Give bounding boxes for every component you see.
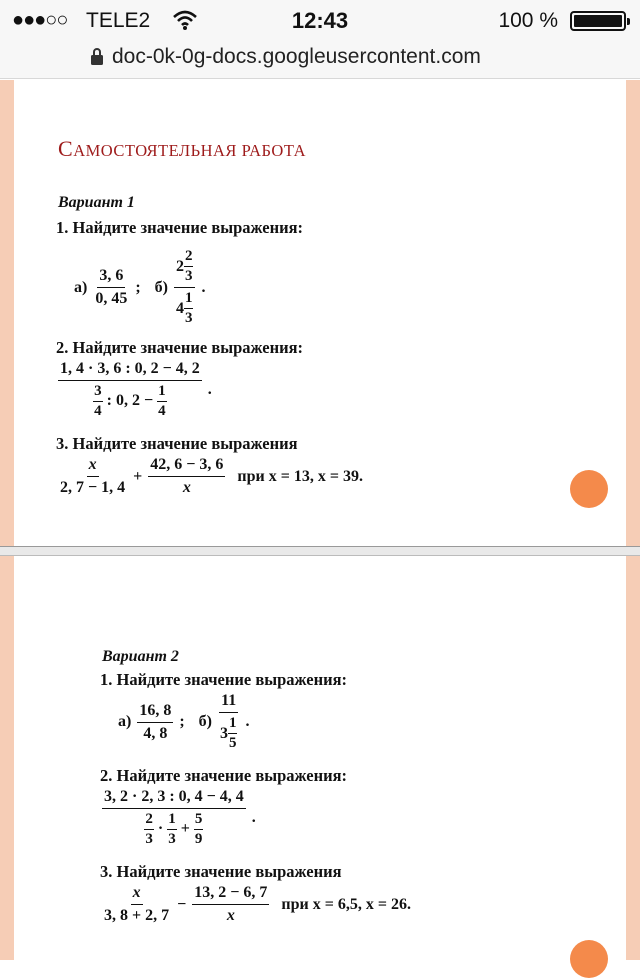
v2-task-3-label: 3. Найдите значение выражения — [100, 862, 342, 881]
v2-task-2-expression: 3, 2 · 2, 3 : 0, 4 − 4, 4 $\frac{2}{3}$ · $\frac{1}{3}$ + $\frac{5}{9}$ . — [104, 788, 256, 847]
carrier-name: TELE2 — [86, 9, 151, 32]
v1-task-2-label: 2. Найдите значение выражения: — [56, 338, 304, 357]
variant-1-title: Вариант 1 — [58, 194, 135, 211]
clock: 12:43 — [291, 8, 349, 33]
orange-marker-dot — [570, 470, 608, 508]
address-bar[interactable] — [0, 42, 640, 79]
page-separator — [0, 546, 640, 556]
page-url[interactable]: doc-0k-0g-docs.googleusercontent.com — [112, 45, 481, 68]
fraction: 3, 2 · 2, 3 : 0, 4 − 4, 4 $\frac{2}{3}$ · $\frac{1}{3}$ + $\frac{5}{9}$ — [104, 788, 244, 847]
status-bar — [0, 0, 640, 42]
v2-task-1-expression: а) $\frac{16, 8}{4, 8}$ ; б) 11 3 1 5 . — [118, 692, 250, 751]
fraction: 2 2 3 4 1 3 — [174, 248, 196, 327]
v1-task-2-expression: 1, 4 · 3, 6 : 0, 2 − 4, 2 $\frac{3}{4}$ : 0, 2 − $\frac{1}{4}$ . — [60, 360, 212, 419]
fraction: $\frac{16, 8}{4, 8}$ — [139, 701, 172, 742]
document-page-1 — [14, 80, 626, 546]
fraction: $\frac{x}{3, 8 + 2, 7}$ — [104, 884, 170, 924]
variant-2-title: Вариант 2 — [102, 648, 179, 665]
v1-task-1-expression: а) $\frac{3, 6}{0, 45}$ ; б) 2 2 3 4 1 3 . — [74, 248, 206, 326]
fraction: $\frac{3, 6}{0, 45}$ — [95, 267, 128, 307]
battery-fill — [574, 15, 622, 27]
document-left-margin — [0, 80, 15, 960]
document-right-margin — [625, 80, 640, 960]
fraction: 1, 4 · 3, 6 : 0, 2 − 4, 2 $\frac{3}{4}$ : 0, 2 − $\frac{1}{4}$ — [60, 360, 200, 419]
orange-marker-dot — [570, 940, 608, 978]
fraction: $\frac{x}{2, 7 - 1, 4}$ — [60, 456, 126, 496]
page-title: САМОСТОЯТЕЛЬНАЯ РАБОТА — [58, 136, 306, 161]
document-page-2 — [14, 556, 626, 960]
signal-strength: ●●●○○ — [12, 9, 68, 31]
v1-task-1-label: 1. Найдите значение выражения: — [56, 218, 304, 237]
fraction: $\frac{42, 6 - 3, 6}{x}$ — [150, 456, 224, 496]
v2-task-2-label: 2. Найдите значение выражения: — [100, 766, 348, 785]
v1-task-3-label: 3. Найдите значение выражения — [56, 434, 298, 453]
lock-icon — [90, 47, 104, 72]
fraction: $\frac{13, 2 - 6, 7}{x}$ — [194, 884, 268, 924]
v2-task-3-expression: $\frac{x}{3, 8 + 2, 7}$ − $\frac{13, 2 - 6, 7}{x}$ при x = 6,5, x = 26. — [104, 884, 411, 924]
battery-icon — [570, 11, 626, 31]
v2-task-1-label: 1. Найдите значение выражения: — [100, 670, 348, 689]
fraction: 11 3 1 5 — [219, 692, 237, 751]
v1-task-3-expression: $\frac{x}{2, 7 - 1, 4}$ + $\frac{42, 6 - 3, 6}{x}$ при x = 13, x = 39. — [60, 456, 363, 496]
battery-percent: 100 % — [498, 9, 558, 32]
